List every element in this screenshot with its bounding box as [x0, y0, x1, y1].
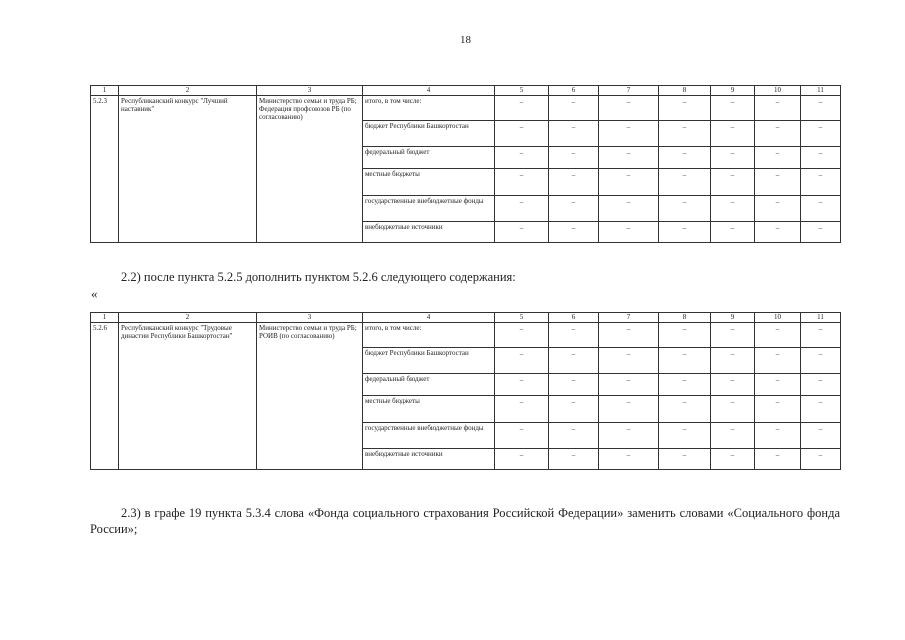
col-header-5: 5 [495, 86, 549, 96]
value-cell: – [755, 196, 801, 222]
value-cell: – [549, 449, 599, 470]
value-cell: – [495, 96, 549, 121]
funding-source: местные бюджеты [363, 396, 495, 423]
value-cell: – [659, 396, 711, 423]
value-cell: – [801, 374, 841, 396]
value-cell: – [711, 423, 755, 449]
value-cell: – [549, 196, 599, 222]
value-cell: – [549, 348, 599, 374]
value-cell: – [659, 348, 711, 374]
value-cell: – [711, 348, 755, 374]
value-cell: – [711, 169, 755, 196]
col-header-8: 8 [659, 86, 711, 96]
paragraph-2-3-text: 2.3) в графе 19 пункта 5.3.4 слова «Фонда социального страхования Российской Федерации» заменить словами «Социального фонда России»; [90, 506, 840, 536]
value-cell: – [659, 196, 711, 222]
value-cell: – [495, 396, 549, 423]
funding-source: итого, в том числе: [363, 96, 495, 121]
value-cell: – [495, 222, 549, 243]
value-cell: – [495, 323, 549, 348]
col-header-5: 5 [495, 313, 549, 323]
value-cell: – [801, 169, 841, 196]
executor: Министерство семьи и труда РБ; Федерация профсоюзов РБ (по согласованию) [257, 96, 363, 243]
value-cell: – [801, 348, 841, 374]
table-1 [90, 85, 841, 243]
funding-source: государственные внебюджетные фонды [363, 196, 495, 222]
value-cell: – [755, 374, 801, 396]
value-cell: – [801, 121, 841, 147]
value-cell: – [495, 196, 549, 222]
value-cell: – [801, 147, 841, 169]
value-cell: – [801, 222, 841, 243]
value-cell: – [659, 423, 711, 449]
value-cell: – [599, 323, 659, 348]
value-cell: – [599, 423, 659, 449]
col-header-4: 4 [363, 86, 495, 96]
value-cell: – [755, 449, 801, 470]
col-header-3: 3 [257, 313, 363, 323]
paragraph-2-3 [90, 505, 840, 537]
value-cell: – [711, 449, 755, 470]
value-cell: – [599, 449, 659, 470]
col-header-9: 9 [711, 86, 755, 96]
funding-source: внебюджетные источники [363, 449, 495, 470]
value-cell: – [599, 96, 659, 121]
value-cell: – [755, 323, 801, 348]
col-header-7: 7 [599, 313, 659, 323]
value-cell: – [755, 147, 801, 169]
value-cell: – [801, 423, 841, 449]
funding-source: итого, в том числе: [363, 323, 495, 348]
value-cell: – [495, 348, 549, 374]
value-cell: – [801, 396, 841, 423]
value-cell: – [711, 396, 755, 423]
value-cell: – [755, 423, 801, 449]
value-cell: – [659, 323, 711, 348]
col-header-6: 6 [549, 86, 599, 96]
value-cell: – [755, 396, 801, 423]
value-cell: – [599, 169, 659, 196]
value-cell: – [755, 169, 801, 196]
funding-source: государственные внебюджетные фонды [363, 423, 495, 449]
value-cell: – [495, 121, 549, 147]
value-cell: – [801, 323, 841, 348]
col-header-4: 4 [363, 313, 495, 323]
value-cell: – [495, 423, 549, 449]
value-cell: – [659, 96, 711, 121]
event-name: Республиканский конкурс "Лучший наставник" [119, 96, 257, 243]
value-cell: – [755, 121, 801, 147]
value-cell: – [549, 423, 599, 449]
value-cell: – [711, 147, 755, 169]
col-header-10: 10 [755, 313, 801, 323]
value-cell: – [599, 222, 659, 243]
value-cell: – [755, 96, 801, 121]
value-cell: – [755, 222, 801, 243]
value-cell: – [599, 121, 659, 147]
value-cell: – [495, 169, 549, 196]
value-cell: – [495, 449, 549, 470]
funding-source: федеральный бюджет [363, 147, 495, 169]
table-2 [90, 312, 841, 470]
value-cell: – [659, 222, 711, 243]
col-header-1: 1 [91, 86, 119, 96]
value-cell: – [659, 121, 711, 147]
value-cell: – [801, 449, 841, 470]
value-cell: – [801, 96, 841, 121]
funding-source: бюджет Республики Башкортостан [363, 348, 495, 374]
value-cell: – [599, 196, 659, 222]
col-header-6: 6 [549, 313, 599, 323]
value-cell: – [711, 96, 755, 121]
col-header-8: 8 [659, 313, 711, 323]
funding-source: внебюджетные источники [363, 222, 495, 243]
value-cell: – [659, 449, 711, 470]
value-cell: – [801, 196, 841, 222]
col-header-7: 7 [599, 86, 659, 96]
value-cell: – [599, 348, 659, 374]
col-header-2: 2 [119, 313, 257, 323]
value-cell: – [549, 374, 599, 396]
value-cell: – [599, 396, 659, 423]
item-number: 5.2.6 [91, 323, 119, 470]
value-cell: – [711, 323, 755, 348]
value-cell: – [549, 222, 599, 243]
value-cell: – [711, 121, 755, 147]
value-cell: – [755, 348, 801, 374]
value-cell: – [549, 147, 599, 169]
col-header-3: 3 [257, 86, 363, 96]
value-cell: – [659, 147, 711, 169]
col-header-2: 2 [119, 86, 257, 96]
value-cell: – [495, 374, 549, 396]
value-cell: – [599, 147, 659, 169]
executor: Министерство семьи и труда РБ; РОИВ (по согласованию) [257, 323, 363, 470]
col-header-11: 11 [801, 86, 841, 96]
value-cell: – [711, 374, 755, 396]
value-cell: – [659, 374, 711, 396]
value-cell: – [549, 121, 599, 147]
paragraph-2-2: 2.2) после пункта 5.2.5 дополнить пунктом 5.2.6 следующего содержания: [121, 270, 516, 284]
col-header-10: 10 [755, 86, 801, 96]
value-cell: – [659, 169, 711, 196]
page-number: 18 [460, 34, 471, 46]
item-number: 5.2.3 [91, 96, 119, 243]
opening-quote: « [91, 286, 98, 301]
value-cell: – [549, 396, 599, 423]
value-cell: – [549, 323, 599, 348]
event-name: Республиканский конкурс "Трудовые династии Республики Башкортостан" [119, 323, 257, 470]
value-cell: – [495, 147, 549, 169]
col-header-11: 11 [801, 313, 841, 323]
value-cell: – [549, 96, 599, 121]
value-cell: – [549, 169, 599, 196]
col-header-1: 1 [91, 313, 119, 323]
value-cell: – [711, 196, 755, 222]
col-header-9: 9 [711, 313, 755, 323]
funding-source: местные бюджеты [363, 169, 495, 196]
value-cell: – [599, 374, 659, 396]
funding-source: федеральный бюджет [363, 374, 495, 396]
funding-source: бюджет Республики Башкортостан [363, 121, 495, 147]
value-cell: – [711, 222, 755, 243]
